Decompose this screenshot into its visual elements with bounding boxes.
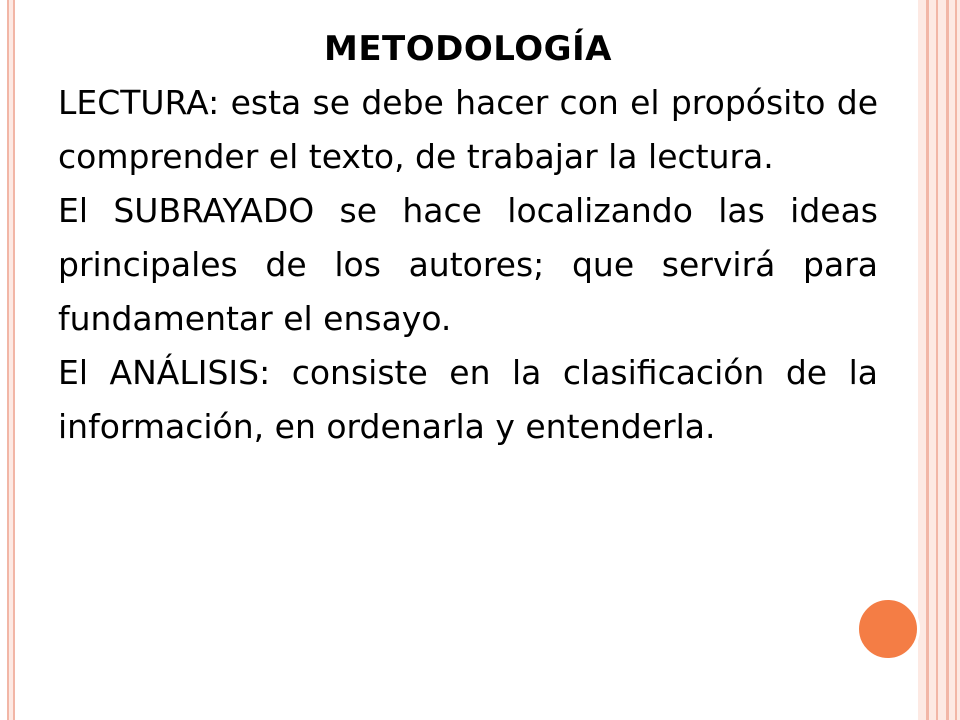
paragraph-lectura: LECTURA: esta se debe hacer con el propósito de comprender el texto, de trabajar la lectura. <box>58 83 878 176</box>
left-decorative-border <box>7 0 15 720</box>
decorative-circle <box>856 597 920 661</box>
right-decorative-border <box>918 0 960 720</box>
slide-title: METODOLOGÍA <box>323 29 612 69</box>
paragraph-subrayado: El SUBRAYADO se hace localizando las ideas principales de los autores; que servirá para fundamentar el ensayo. <box>58 191 878 338</box>
slide-content <box>58 22 878 454</box>
border-stripe <box>946 0 949 720</box>
border-stripe <box>936 0 938 720</box>
border-stripe <box>926 0 929 720</box>
paragraph-analisis: El ANÁLISIS: consiste en la clasificación de la información, en ordenarla y entenderla. <box>58 353 878 446</box>
border-stripe <box>955 0 957 720</box>
